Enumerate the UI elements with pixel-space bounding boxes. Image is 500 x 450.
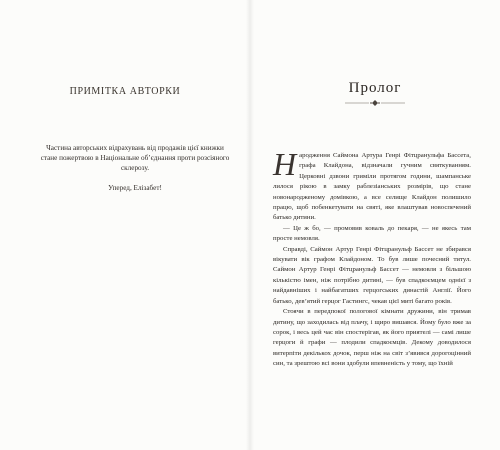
book-gutter	[246, 0, 254, 450]
paragraph-text: ародження Саймона Артура Генрі Фітцранульфа Бассета, графа Клайдона, відзначали гучним святкуванням. Церковні дзвони гриміли протягом години, шампанське лилося рікою в замку раблезіанських розмірів, що стане новонародженому домівкою, а все селище Клайдон полишило працю, щоб побенкетувати на святі, яке влаштував новоспечений батько дитини.	[273, 152, 471, 222]
drop-cap: Н	[273, 146, 297, 182]
prologue-body	[273, 146, 471, 370]
authors-note-text: Частина авторських відрахувань від продажів цієї книжки стане пожертвою в Національне об’єднання проти розсіяного склерозу.	[40, 144, 230, 173]
prologue-paragraph-3: Справді, Саймон Артур Генрі Фітцранульф Бассет не збирався вікувати вік графом Клайдоном. То був лише почесний титул. Саймон Артур Генрі Фітцранульф Бассет — немовля з більшою кількістю імен, ніж потрібно дитині, — був спадкоємцем однієї з найдавніших і найбагатших герцогських династій Англії. Його батько, дев’ятий герцог Гастингс, чекав цієї миті багато років.	[273, 245, 471, 305]
authors-note-title: ПРИМІТКА АВТОРКИ	[69, 86, 181, 97]
authors-note-signoff: Уперед, Елізабет!	[108, 183, 162, 192]
authors-note	[40, 143, 230, 193]
prologue-paragraph-4: Стоячи в передпокої пологової кімнати дружини, він тримав дитину, що заходилась від плачу, і щиро вишався. Йому було вже за сорок, і весь цей час він спостерігав, як його приятелі — самі лише герцоги й графи — плодили спадкоємців. Декому доводилося витерпіти декількох дочок, перш ніж на світ з’явився дорогоцінний син, та зрештою всі вони здобули впевненість у тому, що їхній	[273, 308, 471, 368]
prologue-title: Пролог	[348, 80, 402, 96]
prologue-paragraph-2: — Це ж бо, — промовив коваль до пекаря, — не якесь там просте немовля.	[273, 224, 471, 243]
ornament-divider-icon	[343, 99, 407, 107]
prologue-paragraph-1	[273, 146, 471, 224]
